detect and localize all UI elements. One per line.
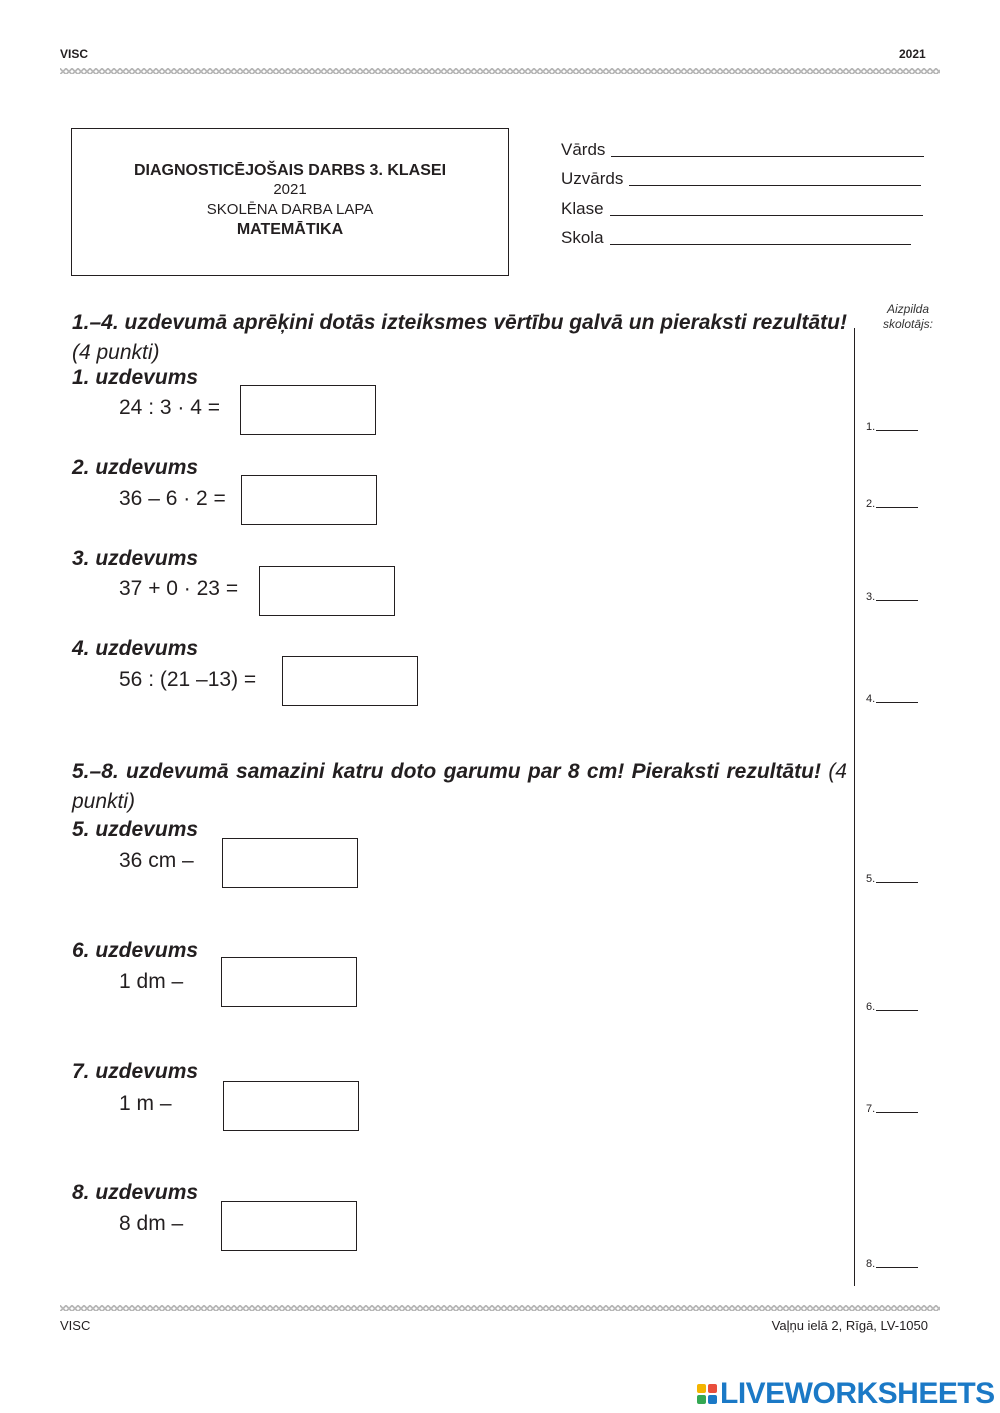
task-4-expression: 56 : (21 –13) = [119, 668, 257, 691]
score-label-3: 3. [866, 591, 876, 603]
task-6-expression: 1 dm – [119, 970, 184, 993]
name-field[interactable] [561, 140, 924, 160]
task-8-answer-box[interactable] [221, 1201, 357, 1251]
task-4-title: 4. uzdevums [72, 637, 199, 660]
header-right: 2021 [899, 47, 926, 61]
score-line-8[interactable] [876, 1267, 918, 1268]
score-line-7[interactable] [876, 1112, 918, 1113]
score-label-7: 7. [866, 1103, 876, 1115]
school-field[interactable] [561, 228, 911, 248]
footer-ornament [60, 1305, 940, 1311]
task-8-expression: 8 dm – [119, 1212, 184, 1235]
score-label-6: 6. [866, 1001, 876, 1013]
school-line[interactable] [610, 243, 911, 245]
task-3-expression: 37 + 0 · 23 = [119, 577, 239, 600]
score-1[interactable] [866, 421, 918, 433]
score-8[interactable] [866, 1258, 918, 1270]
title-line-4: MATEMĀTIKA [236, 221, 344, 238]
header-left: VISC [60, 47, 89, 61]
name-line[interactable] [611, 155, 924, 157]
score-5[interactable] [866, 873, 918, 885]
score-line-3[interactable] [876, 600, 918, 601]
score-label-8: 8. [866, 1258, 876, 1270]
task-1-answer-box[interactable] [240, 385, 376, 435]
score-label-4: 4. [866, 693, 876, 705]
section-1-text: 1.–4. uzdevumā aprēķini dotās izteiksmes vērtību galvā un pieraksti rezultātu! [72, 311, 847, 334]
task-8-title: 8. uzdevums [72, 1181, 199, 1204]
header-ornament [60, 68, 940, 74]
score-line-4[interactable] [876, 702, 918, 703]
surname-line[interactable] [629, 184, 921, 186]
title-box [71, 128, 509, 276]
footer-left: VISC [60, 1318, 91, 1333]
task-1-title: 1. uzdevums [72, 366, 199, 389]
score-line-2[interactable] [876, 507, 918, 508]
task-6-title: 6. uzdevums [72, 939, 199, 962]
title-line-3: SKOLĒNA DARBA LAPA [206, 201, 374, 218]
task-5-expression: 36 cm – [119, 849, 194, 872]
footer-address: Vaļņu ielā 2, Rīgā, LV-1050 [771, 1318, 928, 1333]
score-label-2: 2. [866, 498, 876, 510]
task-2-answer-box[interactable] [241, 475, 377, 525]
score-line-5[interactable] [876, 882, 918, 883]
logo-grid-icon [697, 1384, 717, 1404]
section-1-instructions [72, 308, 847, 368]
section-2-points: (4 punkti) [72, 760, 847, 813]
task-7-answer-box[interactable] [223, 1081, 359, 1131]
score-line-6[interactable] [876, 1010, 918, 1011]
teacher-note [868, 302, 948, 332]
teacher-note-line-2: skolotājs: [882, 317, 934, 331]
name-label: Vārds [561, 140, 606, 159]
score-line-1[interactable] [876, 430, 918, 431]
teacher-note-line-1: Aizpilda [886, 302, 930, 316]
class-label: Klase [561, 199, 604, 218]
task-3-title: 3. uzdevums [72, 547, 199, 570]
liveworksheets-logo [697, 1377, 995, 1411]
task-2-expression: 36 – 6 · 2 = [119, 487, 226, 510]
surname-label: Uzvārds [561, 169, 624, 188]
title-line-1: DIAGNOSTICĒJOŠAIS DARBS 3. KLASEI [133, 162, 447, 179]
brand-text: LIVEWORKSHEETS [720, 1377, 995, 1410]
title-line-2: 2021 [273, 181, 307, 198]
task-7-title: 7. uzdevums [72, 1060, 199, 1083]
task-5-title: 5. uzdevums [72, 818, 199, 841]
task-6-answer-box[interactable] [221, 957, 357, 1007]
class-field[interactable] [561, 199, 923, 219]
task-7-expression: 1 m – [119, 1092, 172, 1115]
task-4-answer-box[interactable] [282, 656, 418, 706]
task-5-answer-box[interactable] [222, 838, 358, 888]
task-1-expression: 24 : 3 · 4 = [119, 396, 220, 419]
score-6[interactable] [866, 1001, 918, 1013]
section-2-instructions [72, 757, 847, 817]
score-3[interactable] [866, 591, 918, 603]
score-label-5: 5. [866, 873, 876, 885]
score-7[interactable] [866, 1103, 918, 1115]
task-3-answer-box[interactable] [259, 566, 395, 616]
section-2-text: 5.–8. uzdevumā samazini katru doto garumu par 8 cm! Pieraksti rezultātu! [72, 760, 821, 783]
school-label: Skola [561, 228, 604, 247]
teacher-column-divider [854, 328, 855, 1286]
class-line[interactable] [610, 214, 923, 216]
section-1-points: (4 punkti) [72, 341, 160, 364]
score-2[interactable] [866, 498, 918, 510]
task-2-title: 2. uzdevums [72, 456, 199, 479]
score-label-1: 1. [866, 421, 876, 433]
score-4[interactable] [866, 693, 918, 705]
surname-field[interactable] [561, 169, 921, 189]
